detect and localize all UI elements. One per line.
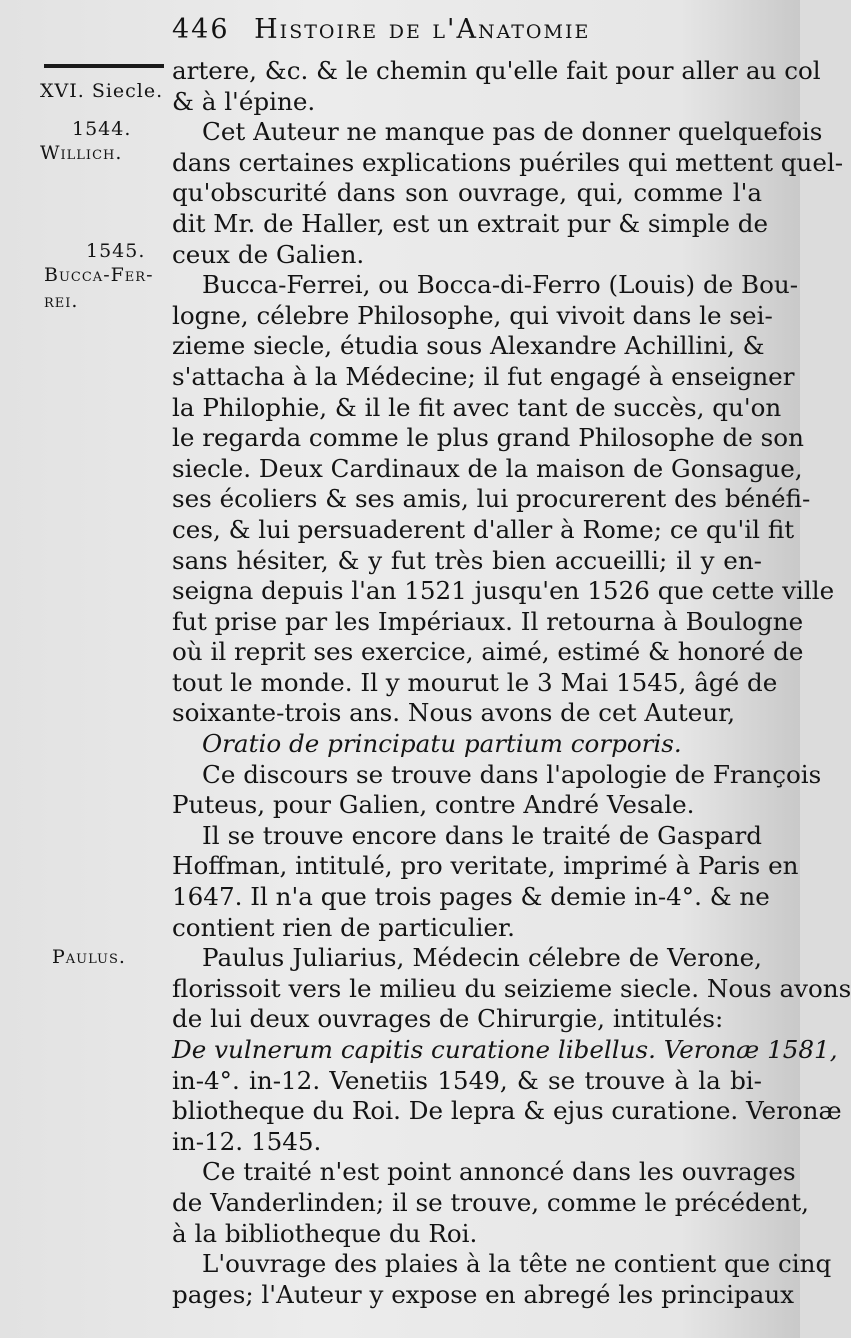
text-line: ceux de Galien. bbox=[172, 239, 365, 269]
running-title: Histoire de l'Anatomie bbox=[254, 14, 591, 45]
margin-note-year-1545: 1545. bbox=[86, 240, 146, 262]
text-line: le regarda comme le plus grand Philosophe de son bbox=[172, 423, 804, 453]
text-line: de lui deux ouvrages de Chirurgie, intitulés: bbox=[172, 1004, 724, 1034]
text-line: florissoit vers le milieu du seizieme siecle. Nous avons bbox=[172, 973, 851, 1003]
text-line-title: De vulnerum capitis curatione libellus. Veronæ 1581, bbox=[172, 1035, 838, 1064]
text-line: in-12. 1545. bbox=[172, 1126, 322, 1156]
text-line: de Vanderlinden; il se trouve, comme le précédent, bbox=[172, 1187, 809, 1217]
text-line: artere, &c. & le chemin qu'elle fait pour aller au col bbox=[172, 56, 821, 85]
text-line: dit Mr. de Haller, est un extrait pur & simple de bbox=[172, 208, 769, 238]
text-line: fut prise par les Impériaux. Il retourna à Boulogne bbox=[172, 606, 804, 636]
text-line: dans certaines explications puériles qui mettent quel- bbox=[172, 147, 844, 177]
text-line: seigna depuis l'an 1521 jusqu'en 1526 que cette ville bbox=[172, 576, 835, 606]
text-line: siecle. Deux Cardinaux de la maison de Gonsague, bbox=[172, 453, 803, 483]
text-line: la Philophie, & il le fit avec tant de succès, qu'on bbox=[172, 392, 782, 422]
text-line: ces, & lui persuaderent d'aller à Rome; ce qu'il fit bbox=[172, 514, 795, 544]
text-line: à la bibliotheque du Roi. bbox=[172, 1218, 478, 1248]
margin-note-bucca-ferrei: Bucca-Fer- bbox=[44, 264, 154, 286]
text-line: L'ouvrage des plaies à la tête ne contient que cinq bbox=[202, 1249, 832, 1279]
text-line: soixante-trois ans. Nous avons de cet Auteur, bbox=[172, 698, 736, 728]
margin-rule bbox=[44, 64, 164, 68]
page-number: 446 bbox=[172, 14, 230, 45]
text-line: Cet Auteur ne manque pas de donner quelquefois bbox=[202, 117, 823, 147]
text-line: bliotheque du Roi. De lepra & ejus curatione. Veronæ bbox=[172, 1096, 842, 1126]
text-line: ses écoliers & ses amis, lui procurerent des bénéfi- bbox=[172, 484, 811, 514]
margin-note-year-1544: 1544. bbox=[72, 118, 132, 140]
text-line: sans hésiter, & y fut très bien accueilli; il y en- bbox=[172, 545, 762, 575]
text-line: Ce traité n'est point annoncé dans les ouvrages bbox=[202, 1157, 796, 1187]
text-line: Bucca-Ferrei, ou Bocca-di-Ferro (Louis) de Bou- bbox=[202, 270, 799, 300]
margin-note-paulus: Paulus. bbox=[52, 946, 126, 968]
text-line: où il reprit ses exercice, aimé, estimé & honoré de bbox=[172, 637, 804, 667]
text-line: Paulus Juliarius, Médecin célebre de Verone, bbox=[202, 943, 762, 973]
text-line: logne, célebre Philosophe, qui vivoit dans le sei- bbox=[172, 300, 773, 330]
text-line: Ce discours se trouve dans l'apologie de François bbox=[202, 759, 822, 789]
text-line: Hoffman, intitulé, pro veritate, imprimé à Paris en bbox=[172, 851, 799, 881]
margin-note-bucca-ferrei-cont: rei. bbox=[44, 290, 79, 312]
text-line: tout le monde. Il y mourut le 3 Mai 1545, âgé de bbox=[172, 667, 778, 697]
text-line: 1647. Il n'a que trois pages & demie in-4°. & ne bbox=[172, 882, 770, 912]
text-line: & à l'épine. bbox=[172, 86, 316, 116]
text-line: pages; l'Auteur y expose en abregé les principaux bbox=[172, 1279, 795, 1309]
text-line: zieme siecle, étudia sous Alexandre Achillini, & bbox=[172, 331, 765, 361]
text-line: Puteus, pour Galien, contre André Vesale. bbox=[172, 790, 695, 820]
text-line: Il se trouve encore dans le traité de Gaspard bbox=[202, 820, 762, 850]
main-text bbox=[172, 56, 851, 1310]
text-line-title: Oratio de principatu partium corporis. bbox=[202, 729, 682, 759]
margin-note-century: XVI. Siecle. bbox=[40, 80, 164, 102]
text-line: s'attacha à la Médecine; il fut engagé à enseigner bbox=[172, 361, 795, 391]
margin-note-willich: Willich. bbox=[40, 142, 123, 164]
text-line: qu'obscurité dans son ouvrage, qui, comme l'a bbox=[172, 178, 762, 208]
text-line: contient rien de particulier. bbox=[172, 912, 515, 942]
running-header bbox=[172, 14, 772, 54]
text-line: in-4°. in-12. Venetiis 1549, & se trouve à la bi- bbox=[172, 1065, 762, 1095]
